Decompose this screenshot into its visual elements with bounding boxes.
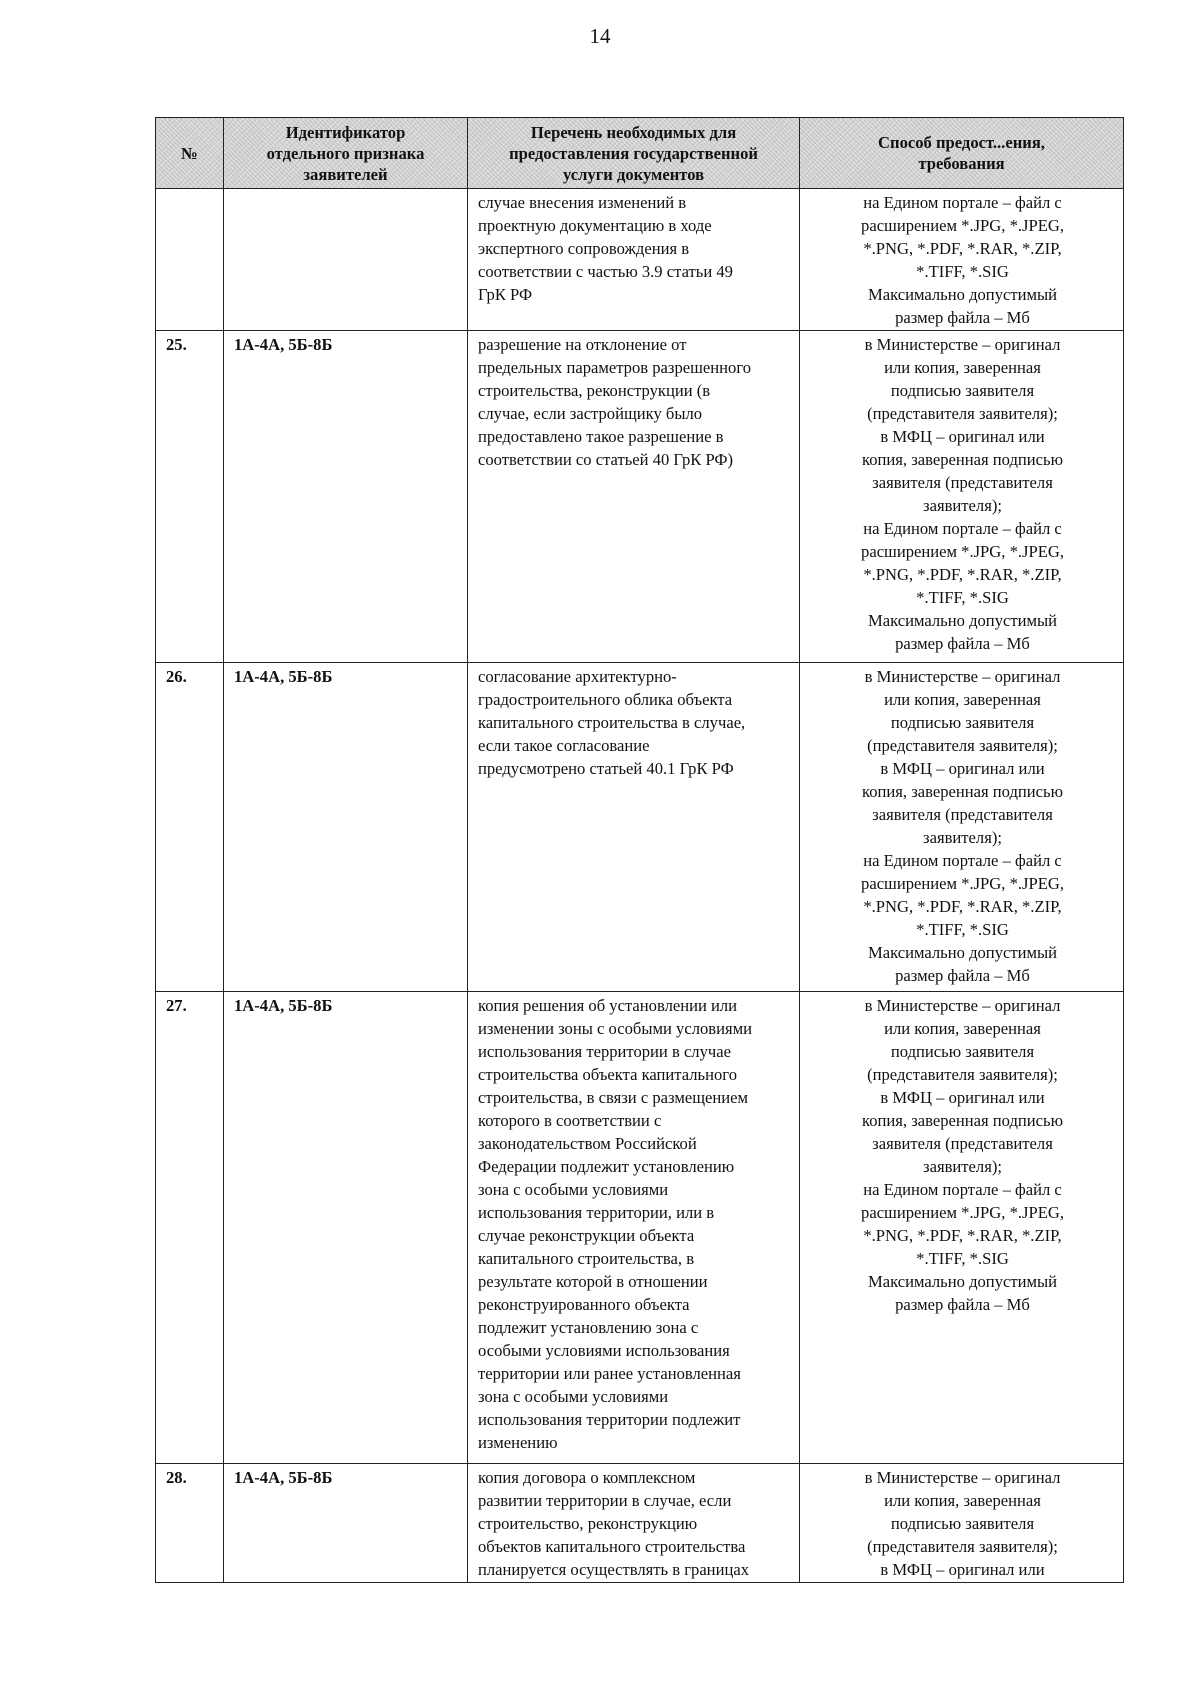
document-line: планируется осуществлять в границах	[478, 1560, 749, 1579]
row-number	[156, 189, 224, 331]
document-line: копия договора о комплексном	[478, 1468, 696, 1487]
document-description	[468, 189, 800, 331]
applicant-identifier	[224, 189, 468, 331]
method-line: *.TIFF, *.SIG	[916, 920, 1009, 939]
document-line: капитального строительства, в	[478, 1249, 695, 1268]
document-line: использования территории в случае	[478, 1042, 731, 1061]
document-line: реконструированного объекта	[478, 1295, 690, 1314]
method-line: заявителя);	[923, 496, 1002, 515]
document-description	[468, 663, 800, 992]
method-line: расширением *.JPG, *.JPEG,	[861, 216, 1064, 235]
method-line: копия, заверенная подписью	[861, 1111, 1064, 1130]
document-line: зона с особыми условиями	[478, 1180, 669, 1199]
method-line: *.TIFF, *.SIG	[916, 588, 1009, 607]
table-header-row	[156, 118, 1124, 189]
method-line: (представителя заявителя);	[867, 1065, 1058, 1084]
method-line: подписью заявителя	[890, 1514, 1035, 1533]
document-line: законодательством Российской	[478, 1134, 697, 1153]
applicant-identifier: 1А-4А, 5Б-8Б	[224, 331, 468, 663]
document-line: случае, если застройщику было	[478, 404, 703, 423]
method-line: подписью заявителя	[890, 381, 1035, 400]
document-line: которого в соответствии с	[478, 1111, 662, 1130]
applicant-identifier: 1А-4А, 5Б-8Б	[224, 992, 468, 1464]
method-line: в МФЦ – оригинал или	[880, 1560, 1045, 1579]
submission-method	[800, 331, 1124, 663]
document-line: объектов капитального строительства	[478, 1537, 746, 1556]
document-line: предельных параметров разрешенного	[478, 358, 752, 377]
document-line: изменении зоны с особыми условиями	[478, 1019, 753, 1038]
document-line: использования территории, или в	[478, 1203, 715, 1222]
document-line: градостроительного облика объекта	[478, 690, 733, 709]
table-body	[156, 189, 1124, 1583]
method-line: заявителя);	[923, 1157, 1002, 1176]
method-line: в МФЦ – оригинал или	[880, 759, 1045, 778]
method-line: *.PNG, *.PDF, *.RAR, *.ZIP,	[863, 1226, 1062, 1245]
method-line: расширением *.JPG, *.JPEG,	[861, 542, 1064, 561]
document-line: строительства, в связи с размещением	[478, 1088, 748, 1107]
document-line: зона с особыми условиями	[478, 1387, 669, 1406]
document-line: копия решения об установлении или	[478, 996, 738, 1015]
document-line: экспертного сопровождения в	[478, 239, 690, 258]
method-line: заявителя);	[923, 828, 1002, 847]
method-line: на Едином портале – файл с	[863, 193, 1062, 212]
method-line: размер файла – Мб	[895, 634, 1030, 653]
document-line: если такое согласование	[478, 736, 650, 755]
document-line: Федерации подлежит установлению	[478, 1157, 735, 1176]
document-line: предоставлено такое разрешение в	[478, 427, 724, 446]
method-line: *.PNG, *.PDF, *.RAR, *.ZIP,	[863, 239, 1062, 258]
document-line: подлежит установлению зона с	[478, 1318, 699, 1337]
header-method-line: Способ предост...ения,	[878, 133, 1045, 152]
applicant-identifier: 1А-4А, 5Б-8Б	[224, 1464, 468, 1583]
method-line: или копия, заверенная	[884, 1491, 1041, 1510]
method-line: размер файла – Мб	[895, 1295, 1030, 1314]
method-line: на Едином портале – файл с	[863, 1180, 1062, 1199]
method-line: расширением *.JPG, *.JPEG,	[861, 1203, 1064, 1222]
submission-method	[800, 189, 1124, 331]
document-line: использования территории подлежит	[478, 1410, 741, 1429]
method-line: Максимально допустимый	[867, 943, 1058, 962]
method-line: *.TIFF, *.SIG	[916, 1249, 1009, 1268]
document-line: развитии территории в случае, если	[478, 1491, 732, 1510]
method-line: *.PNG, *.PDF, *.RAR, *.ZIP,	[863, 565, 1062, 584]
document-line: случае реконструкции объекта	[478, 1226, 695, 1245]
method-line: в МФЦ – оригинал или	[880, 1088, 1045, 1107]
method-line: расширением *.JPG, *.JPEG,	[861, 874, 1064, 893]
method-line: подписью заявителя	[890, 713, 1035, 732]
method-line: *.TIFF, *.SIG	[916, 262, 1009, 281]
document-description	[468, 331, 800, 663]
method-line: размер файла – Мб	[895, 308, 1030, 327]
header-identifier-line: отдельного признака	[266, 143, 425, 163]
table-row	[156, 992, 1124, 1464]
header-method	[800, 118, 1124, 189]
document-line: капитального строительства в случае,	[478, 713, 746, 732]
method-line: или копия, заверенная	[884, 358, 1041, 377]
document-line: случае внесения изменений в	[478, 193, 687, 212]
method-line: заявителя (представителя	[872, 1134, 1053, 1153]
method-line: заявителя (представителя	[872, 473, 1053, 492]
header-documents-line: Перечень необходимых для	[530, 122, 737, 142]
method-line: (представителя заявителя);	[867, 404, 1058, 423]
document-line: проектную документацию в ходе	[478, 216, 712, 235]
document-line: предусмотрено статьей 40.1 ГрК РФ	[478, 759, 734, 778]
document-line: разрешение на отклонение от	[478, 335, 687, 354]
header-documents	[468, 118, 800, 189]
row-number: 27.	[156, 992, 224, 1464]
document-line: согласование архитектурно-	[478, 667, 677, 686]
row-number: 25.	[156, 331, 224, 663]
method-line: Максимально допустимый	[867, 285, 1058, 304]
table-row	[156, 331, 1124, 663]
document-line: ГрК РФ	[478, 285, 533, 304]
document-description	[468, 992, 800, 1464]
page-number: 14	[589, 24, 611, 48]
submission-method	[800, 1464, 1124, 1583]
header-documents-line: услуги документов	[562, 164, 705, 184]
method-line: подписью заявителя	[890, 1042, 1035, 1061]
document-line: строительства объекта капитального	[478, 1065, 737, 1084]
table-row	[156, 663, 1124, 992]
method-line: или копия, заверенная	[884, 690, 1041, 709]
document-line: соответствии с частью 3.9 статьи 49	[478, 262, 733, 281]
header-identifier-line: Идентификатор	[285, 122, 406, 142]
table-row	[156, 1464, 1124, 1583]
document-line: территории или ранее установленная	[478, 1364, 741, 1383]
document-line: строительства, реконструкции (в	[478, 381, 711, 400]
method-line: (представителя заявителя);	[867, 736, 1058, 755]
document-line: результате которой в отношении	[478, 1272, 708, 1291]
document-line: изменению	[478, 1433, 558, 1452]
method-line: заявителя (представителя	[872, 805, 1053, 824]
method-line: копия, заверенная подписью	[861, 782, 1064, 801]
method-line: размер файла – Мб	[895, 966, 1030, 985]
document-description	[468, 1464, 800, 1583]
submission-method	[800, 663, 1124, 992]
method-line: в Министерстве – оригинал	[864, 996, 1061, 1015]
table-row	[156, 189, 1124, 331]
row-number: 28.	[156, 1464, 224, 1583]
method-line: в Министерстве – оригинал	[864, 667, 1061, 686]
header-method-line: требования	[918, 154, 1005, 173]
header-identifier-line: заявителей	[303, 164, 388, 184]
method-line: или копия, заверенная	[884, 1019, 1041, 1038]
method-line: в Министерстве – оригинал	[864, 1468, 1061, 1487]
method-line: *.PNG, *.PDF, *.RAR, *.ZIP,	[863, 897, 1062, 916]
row-number: 26.	[156, 663, 224, 992]
submission-method	[800, 992, 1124, 1464]
method-line: Максимально допустимый	[867, 1272, 1058, 1291]
method-line: на Едином портале – файл с	[863, 519, 1062, 538]
header-identifier	[224, 118, 468, 189]
method-line: (представителя заявителя);	[867, 1537, 1058, 1556]
method-line: в Министерстве – оригинал	[864, 335, 1061, 354]
method-line: копия, заверенная подписью	[861, 450, 1064, 469]
header-documents-line: предоставления государственной	[509, 143, 758, 163]
documents-table	[155, 117, 1124, 1583]
method-line: на Едином портале – файл с	[863, 851, 1062, 870]
document-line: соответствии со статьей 40 ГрК РФ)	[478, 450, 734, 469]
header-num: №	[156, 118, 224, 189]
applicant-identifier: 1А-4А, 5Б-8Б	[224, 663, 468, 992]
method-line: Максимально допустимый	[867, 611, 1058, 630]
document-line: особыми условиями использования	[478, 1341, 730, 1360]
method-line: в МФЦ – оригинал или	[880, 427, 1045, 446]
document-line: строительство, реконструкцию	[478, 1514, 698, 1533]
